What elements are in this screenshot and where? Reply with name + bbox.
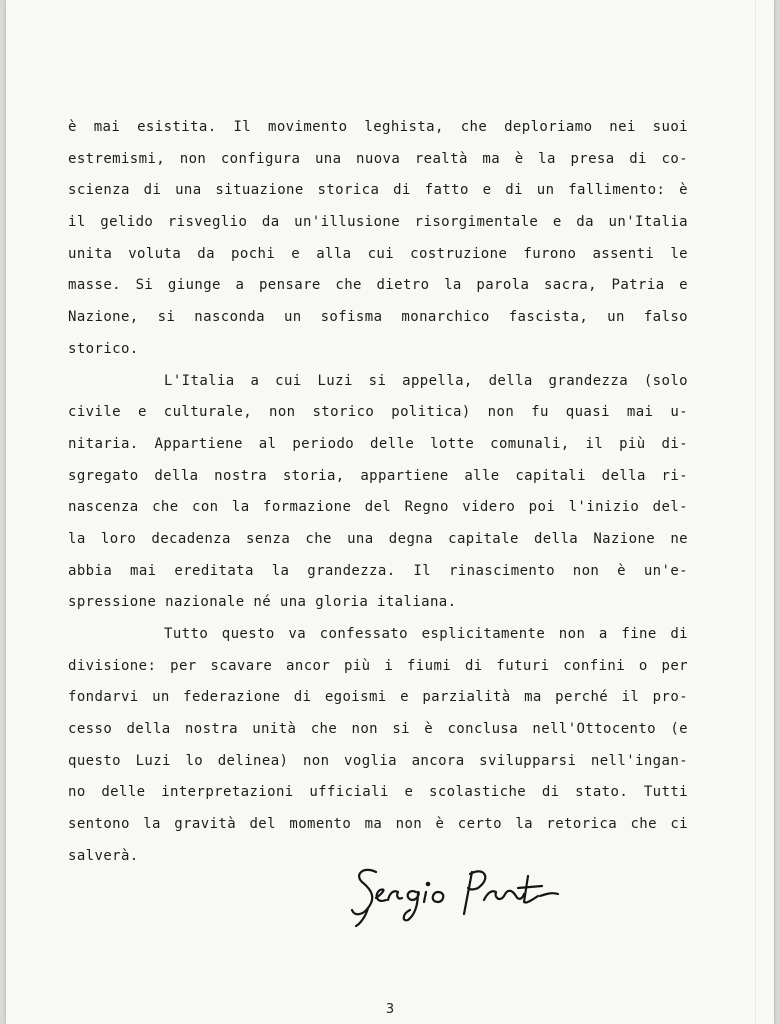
handwritten-signature xyxy=(346,858,586,928)
text-line: spressione nazionale né una gloria italiana. xyxy=(68,594,457,611)
text-line: L'Italia a cui Luzi si appella, della grandezza (solo xyxy=(164,372,688,389)
text-line: è mai esistita. Il movimento leghista, che deploriamo nei suoi xyxy=(68,119,688,135)
text-line: la loro decadenza senza che una degna capitale della Nazione ne xyxy=(68,530,688,547)
text-line: Tutto questo va confessato esplicitamente non a fine di xyxy=(164,626,688,642)
text-line: nascenza che con la formazione del Regno videro poi l'inizio del- xyxy=(68,499,688,516)
document-page xyxy=(6,0,774,1024)
text-line: Nazione, si nasconda un sofisma monarchico fascista, un falso xyxy=(68,309,688,326)
text-line: abbia mai ereditata la grandezza. Il rinascimento non è un'e- xyxy=(68,562,688,579)
text-line: no delle interpretazioni ufficiali e scolastiche di stato. Tutti xyxy=(68,784,688,801)
text-line: nitaria. Appartiene al periodo delle lotte comunali, il più di- xyxy=(68,435,688,452)
text-line: estremismi, non configura una nuova realtà ma è la presa di co- xyxy=(68,150,688,167)
text-line: civile e culturale, non storico politica) non fu quasi mai u- xyxy=(68,404,688,421)
page-number: 3 xyxy=(385,1002,395,1017)
text-line: unita voluta da pochi e alla cui costruzione furono assenti le xyxy=(68,245,688,262)
text-line: il gelido risveglio da un'illusione risorgimentale e da un'Italia xyxy=(68,214,688,231)
text-line: divisione: per scavare ancor più i fiumi di futuri confini o per xyxy=(68,657,688,674)
paper-fold xyxy=(755,0,756,1024)
text-line: questo Luzi lo delinea) non voglia ancora svilupparsi nell'ingan- xyxy=(68,752,688,769)
text-line: salverà. xyxy=(68,847,139,864)
body-text xyxy=(68,112,688,873)
text-line: sgregato della nostra storia, appartiene alle capitali della ri- xyxy=(68,467,688,484)
text-line: masse. Si giunge a pensare che dietro la parola sacra, Patria e xyxy=(68,277,688,294)
text-line: cesso della nostra unità che non si è conclusa nell'Ottocento (e xyxy=(68,721,688,738)
text-line: scienza di una situazione storica di fatto e di un fallimento: è xyxy=(68,182,688,199)
text-line: storico. xyxy=(68,340,139,357)
text-line: sentono la gravità del momento ma non è certo la retorica che ci xyxy=(68,816,688,833)
text-line: fondarvi un federazione di egoismi e parzialità ma perché il pro- xyxy=(68,689,688,706)
